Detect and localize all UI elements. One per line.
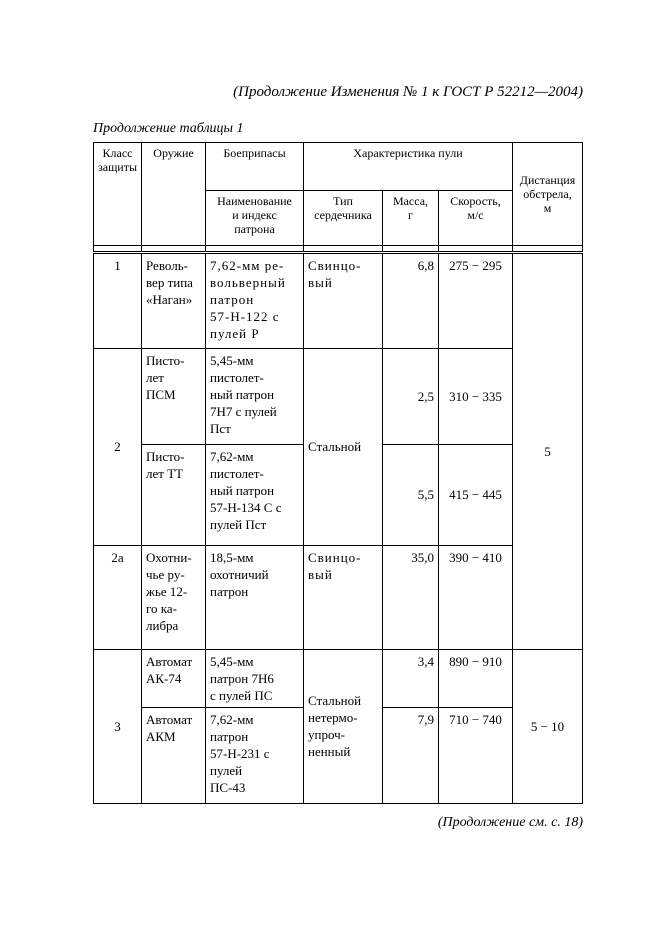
table-row — [94, 253, 583, 349]
cell-core: Свинцо- вый — [304, 253, 383, 349]
cell-mass: 3,4 — [383, 649, 439, 707]
cell-ammo: 7,62-мм патрон 57-Н-231 с пулей ПС-43 — [206, 707, 304, 803]
cell-speed: 275 − 295 — [439, 253, 513, 349]
cell-class: 2 — [94, 349, 142, 545]
col-header-bullet: Характеристика пули — [304, 143, 513, 191]
cell-weapon: Охотни- чье ру- жье 12- го ка- либра — [142, 545, 206, 649]
col-header-class: Класс защиты — [94, 143, 142, 246]
cell-speed: 415 − 445 — [439, 445, 513, 545]
cell-distance: 5 − 10 — [513, 649, 583, 803]
col-header-weapon: Оружие — [142, 143, 206, 246]
cell-weapon: Автомат АКМ — [142, 707, 206, 803]
col-header-distance: Дистанция обстрела, м — [513, 143, 583, 246]
cell-ammo: 7,62-мм ре- вольверный патрон 57-Н-122 с пулей Р — [206, 253, 304, 349]
col-header-ammo-name: Наименование и индекс патрона — [206, 191, 304, 246]
col-header-ammo: Боеприпасы — [206, 143, 304, 191]
cell-mass: 2,5 — [383, 349, 439, 445]
cell-core: Стальной — [304, 349, 383, 545]
cell-weapon: Писто- лет ПСМ — [142, 349, 206, 445]
cell-distance: 5 — [513, 253, 583, 650]
cell-weapon: Револь- вер типа «Наган» — [142, 253, 206, 349]
table-title: Продолжение таблицы 1 — [93, 121, 244, 136]
cell-core: Свинцо- вый — [304, 545, 383, 649]
cell-class: 2а — [94, 545, 142, 649]
cell-weapon: Автомат АК-74 — [142, 649, 206, 707]
cell-mass: 35,0 — [383, 545, 439, 649]
col-header-speed: Скорость, м/с — [439, 191, 513, 246]
table-row — [94, 349, 583, 445]
continuation-header: (Продолжение Изменения № 1 к ГОСТ Р 52212—2004) — [233, 84, 583, 100]
col-header-core-type: Тип сердечника — [304, 191, 383, 246]
cell-ammo: 5,45-мм пистолет- ный патрон 7Н7 с пулей Пст — [206, 349, 304, 445]
header-row-1 — [94, 143, 583, 191]
cell-ammo: 18,5-мм охотничий патрон — [206, 545, 304, 649]
cell-mass: 5,5 — [383, 445, 439, 545]
continuation-footer: (Продолжение см. с. 18) — [437, 815, 583, 830]
cell-speed: 890 − 910 — [439, 649, 513, 707]
cell-mass: 7,9 — [383, 707, 439, 803]
header-separator — [94, 246, 583, 253]
cell-speed: 310 − 335 — [439, 349, 513, 445]
cell-mass: 6,8 — [383, 253, 439, 349]
cell-core: Стальной нетермо- упроч- ненный — [304, 649, 383, 803]
col-header-mass: Масса, г — [383, 191, 439, 246]
table-row — [94, 649, 583, 707]
cell-class: 1 — [94, 253, 142, 349]
cell-speed: 710 − 740 — [439, 707, 513, 803]
protection-class-table — [93, 142, 583, 804]
cell-ammo: 7,62-мм пистолет- ный патрон 57-Н-134 С с пулей Пст — [206, 445, 304, 545]
table-row — [94, 545, 583, 649]
cell-speed: 390 − 410 — [439, 545, 513, 649]
cell-ammo: 5,45-мм патрон 7Н6 с пулей ПС — [206, 649, 304, 707]
cell-class: 3 — [94, 649, 142, 803]
cell-weapon: Писто- лет ТТ — [142, 445, 206, 545]
